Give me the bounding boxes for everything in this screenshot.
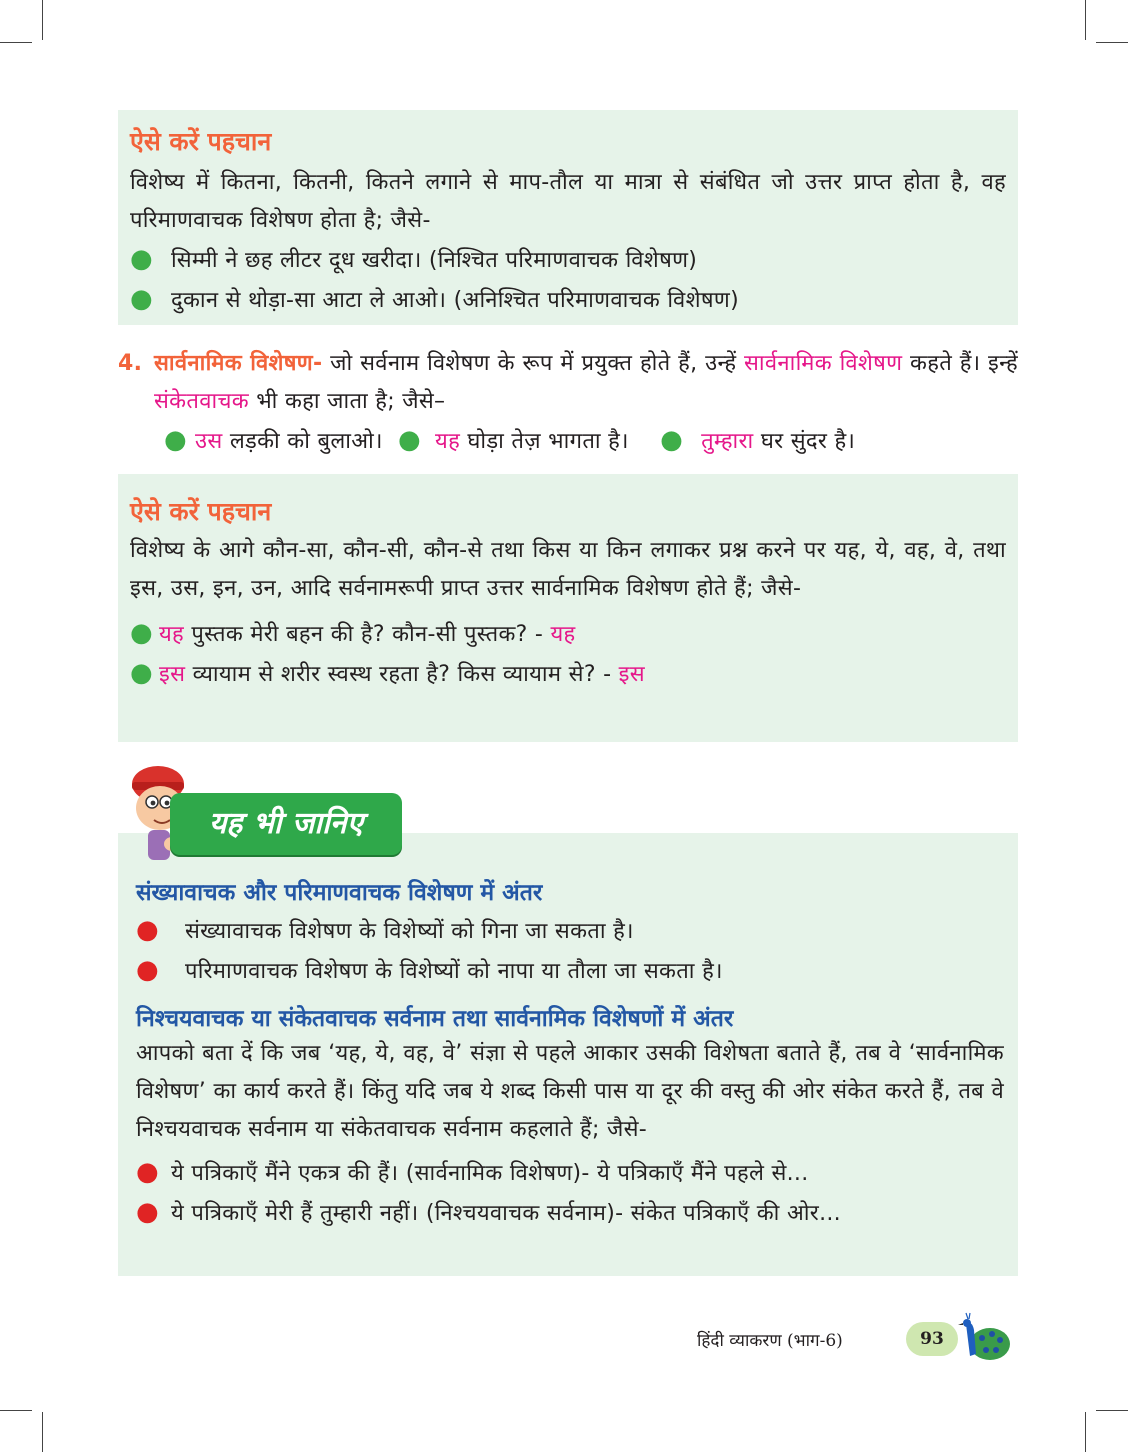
examples-line: ● उस लड़की को बुलाओ। ● यह घोड़ा तेज़ भागता है। ● तुम्हारा घर सुंदर है। xyxy=(164,425,856,455)
list-item: ● परिमाणवाचक विशेषण के विशेष्यों को नापा या तौला जा सकता है। xyxy=(136,955,723,985)
subheading-difference: निश्चयवाचक या संकेतवाचक सर्वनाम तथा सार्वनामिक विशेषणों में अंतर xyxy=(136,1005,734,1032)
section-pronominal-adjective xyxy=(118,345,1018,461)
list-item: ● संख्यावाचक विशेषण के विशेष्यों को गिना जा सकता है। xyxy=(136,915,634,945)
bullet-icon: ● xyxy=(130,618,153,648)
crop-mark xyxy=(42,0,43,40)
bullet-icon: ● xyxy=(130,658,153,688)
bullet-icon: ● xyxy=(398,425,422,455)
list-item: ● इस व्यायाम से शरीर स्वस्थ रहता है? किस व्यायाम से? - इस xyxy=(130,658,645,688)
identification-box-pronominal xyxy=(118,474,1018,742)
crop-mark xyxy=(0,42,32,43)
bullet-icon: ● xyxy=(660,425,684,455)
term-highlight: सार्वनामिक xyxy=(744,351,832,376)
bullet-icon: ● xyxy=(164,425,187,455)
list-item: ● यह पुस्तक मेरी बहन की है? कौन-सी पुस्तक? - यह xyxy=(130,618,576,648)
term-highlight: विशेषण xyxy=(839,351,903,376)
bullet-icon: ● xyxy=(136,915,159,945)
bullet-icon: ● xyxy=(136,1157,159,1187)
section-paragraph: 4. सार्वनामिक विशेषण- जो सर्वनाम विशेषण के रूप में प्रयुक्त होते हैं, उन्हें सार्वनामिक विशेषण कहते हैं। इन्हें संकेतवाचक भी कहा जाता है; जैसे– xyxy=(118,345,1018,421)
term-highlight: संकेतवाचक xyxy=(154,389,249,414)
bullet-icon: ● xyxy=(130,284,153,314)
crop-mark xyxy=(1096,1410,1128,1411)
bullet-icon: ● xyxy=(136,955,159,985)
box-paragraph: विशेष्य में कितना, कितनी, कितने लगाने से माप-तौल या मात्रा से संबंधित जो उत्तर प्राप्त होता है, वह परिमाणवाचक विशेषण होता है; जैसे- xyxy=(130,170,1006,233)
know-also-banner: यह भी जानिए xyxy=(170,793,402,855)
peacock-icon xyxy=(952,1310,1012,1366)
list-item: ● दुकान से थोड़ा-सा आटा ले आओ। (अनिश्चित परिमाणवाचक विशेषण) xyxy=(130,284,739,314)
list-item: ● सिम्मी ने छह लीटर दूध खरीदा। (निश्चित परिमाणवाचक विशेषण) xyxy=(130,244,698,274)
crop-mark xyxy=(1085,0,1086,40)
know-also-box xyxy=(118,833,1018,1276)
crop-mark xyxy=(0,1410,32,1411)
list-item: ● ये पत्रिकाएँ मेरी हैं तुम्हारी नहीं। (निश्चयवाचक सर्वनाम)- संकेत पत्रिकाएँ की ओर... xyxy=(136,1197,841,1227)
crop-mark xyxy=(1096,42,1128,43)
bullet-icon: ● xyxy=(130,244,153,274)
list-item: ● ये पत्रिकाएँ मैंने एकत्र की हैं। (सार्वनामिक विशेषण)- ये पत्रिकाएँ मैंने पहले से... xyxy=(136,1157,809,1187)
page-number: 93 xyxy=(906,1322,958,1356)
box-heading: ऐसे करें पहचान xyxy=(130,127,272,156)
section-number: 4. xyxy=(118,351,143,376)
book-title: हिंदी व्याकरण (भाग-6) xyxy=(697,1331,843,1351)
section-title: सार्वनामिक विशेषण- xyxy=(154,351,323,376)
box-heading: ऐसे करें पहचान xyxy=(130,497,272,526)
box-paragraph: विशेष्य के आगे कौन-सा, कौन-सी, कौन-से तथा किस या किन लगाकर प्रश्न करने पर यह, ये, वह, वे, तथा इस, उस, इन, उन, आदि सर्वनामरूपी प्राप्त उत्तर सार्वनामिक विशेषण होते हैं; जैसे- xyxy=(130,538,1006,601)
crop-mark xyxy=(1085,1412,1086,1452)
subheading-difference: संख्यावाचक और परिमाणवाचक विशेषण में अंतर xyxy=(136,879,543,906)
identification-box-quantitative xyxy=(118,110,1018,325)
bullet-icon: ● xyxy=(136,1197,159,1227)
crop-mark xyxy=(42,1412,43,1452)
box-paragraph: आपको बता दें कि जब ‘यह, ये, वह, वे’ संज्ञा से पहले आकार उसकी विशेषता बताते हैं, तब वे ‘सार्वनामिक विशेषण’ का कार्य करते हैं। किंतु यदि जब ये शब्द किसी पास या दूर की वस्तु की ओर संकेत करते हैं, तब वे निश्चयवाचक सर्वनाम या संकेतवाचक सर्वनाम कहलाते हैं; जैसे- xyxy=(136,1041,1004,1142)
